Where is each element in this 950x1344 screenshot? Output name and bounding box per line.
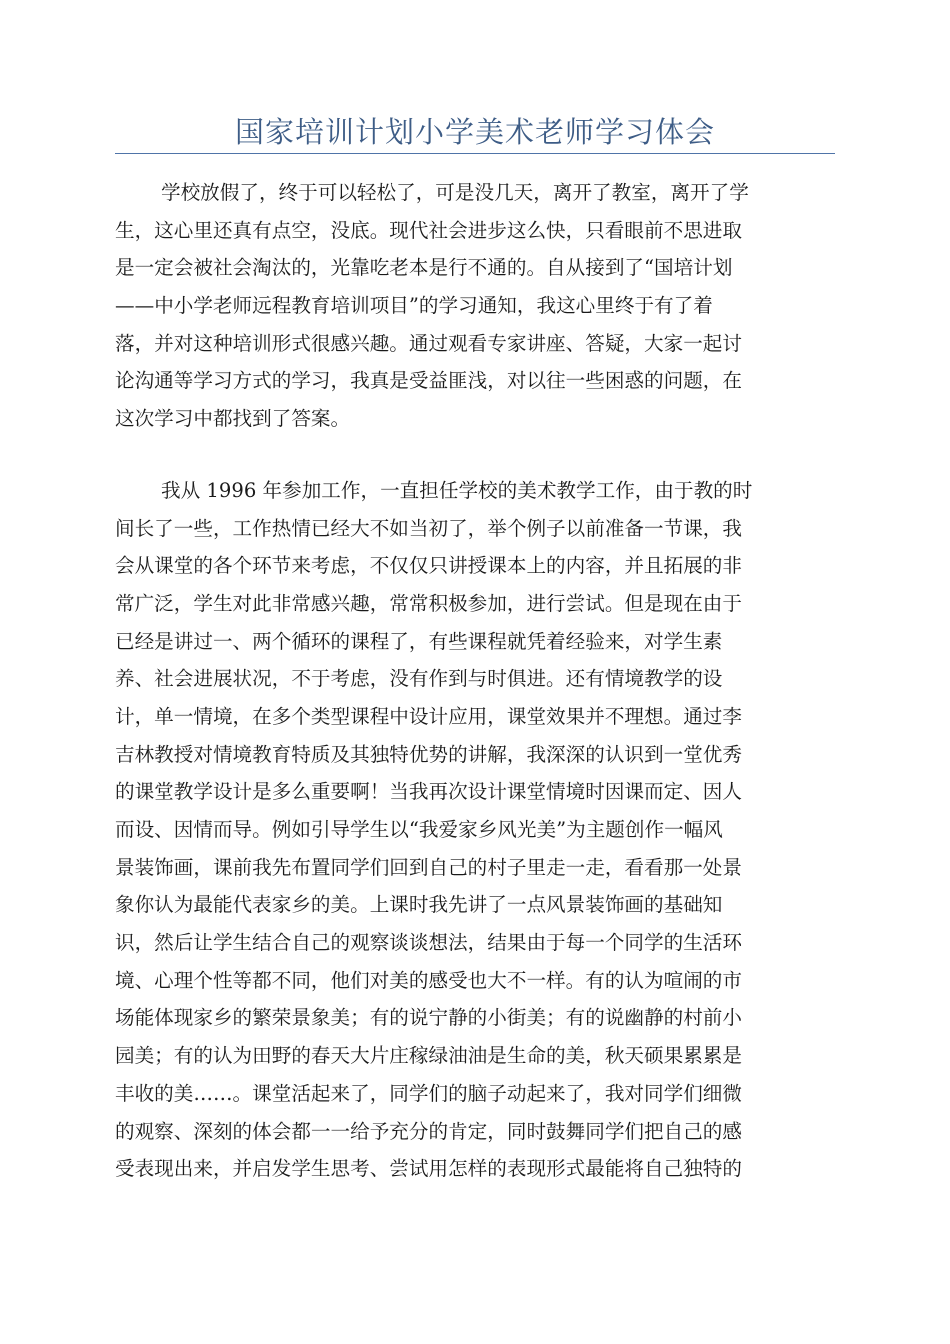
text-line: 已经是讲过一、两个循环的课程了，有些课程就凭着经验来，对学生素 [115,629,723,653]
text-line: 间长了一些，工作热情已经大不如当初了，举个例子以前准备一节课，我 [115,516,742,540]
text-line: 论沟通等学习方式的学习，我真是受益匪浅，对以往一些困惑的问题，在 [115,369,742,393]
text-line: 学校放假了，终于可以轻松了，可是没几天，离开了教室，离开了学 [161,181,749,204]
text-line: 象你认为最能代表家乡的美。上课时我先讲了一点风景装饰画的基础知 [115,893,723,917]
text-line: ——中小学老师远程教育培训项目”的学习通知，我这心里终于有了着 [115,294,713,318]
text-line: 常广泛，学生对此非常感兴趣，常常积极参加，进行尝试。但是现在由于 [115,591,742,615]
text-line: 的课堂教学设计是多么重要啊！当我再次设计课堂情境时因课而定、因人 [115,780,742,804]
text-line: 受表现出来，并启发学生思考、尝试用怎样的表现形式最能将自己独特的 [115,1157,742,1181]
text-line: 生，这心里还真有点空，没底。现代社会进步这么快，只看眼前不思进取 [115,218,742,242]
text-line: 吉林教授对情境教育特质及其独特优势的讲解，我深深的认识到一堂优秀 [115,742,742,766]
document-body [115,174,835,1188]
paragraph-1 [115,174,835,438]
text-line: 识，然后让学生结合自己的观察谈谈想法，结果由于每一个同学的生活环 [115,931,742,955]
text-line: 境、心理个性等都不同，他们对美的感受也大不一样。有的认为喧闹的市 [115,968,742,992]
text-line: 落，并对这种培训形式很感兴趣。通过观看专家讲座、答疑，大家一起讨 [115,331,742,355]
text-line: 这次学习中都找到了答案。 [115,407,351,431]
text-line: 丰收的美……。课堂活起来了，同学们的脑子动起来了，我对同学们细微 [115,1081,742,1105]
document-title: 国家培训计划小学美术老师学习体会 [234,115,715,149]
text-line: 计，单一情境，在多个类型课程中设计应用，课堂效果并不理想。通过李 [115,704,742,728]
text-line: 景装饰画，课前我先布置同学们回到自己的村子里走一走，看看那一处景 [115,855,742,879]
text-line: 养、社会进展状况，不于考虑，没有作到与时俱进。还有情境教学的设 [115,667,723,691]
text-line: 而设、因情而导。例如引导学生以“我爱家乡风光美”为主题创作一幅风 [115,818,723,841]
text-line: 场能体现家乡的繁荣景象美；有的说宁静的小街美；有的说幽静的村前小 [115,1006,742,1030]
text-line: 会从课堂的各个环节来考虑，不仅仅只讲授课本上的内容，并且拓展的非 [115,554,742,578]
paragraph-2 [115,472,835,1188]
text-line: 园美；有的认为田野的春天大片庄稼绿油油是生命的美，秋天硕果累累是 [115,1044,742,1068]
text-line: 我从 1996 年参加工作，一直担任学校的美术教学工作，由于教的时 [161,478,753,502]
text-line: 的观察、深刻的体会都一一给予充分的肯定，同时鼓舞同学们把自己的感 [115,1119,742,1143]
title-underline [115,153,835,154]
text-line: 是一定会被社会淘汰的，光靠吃老本是行不通的。自从接到了“国培计划 [115,256,733,280]
